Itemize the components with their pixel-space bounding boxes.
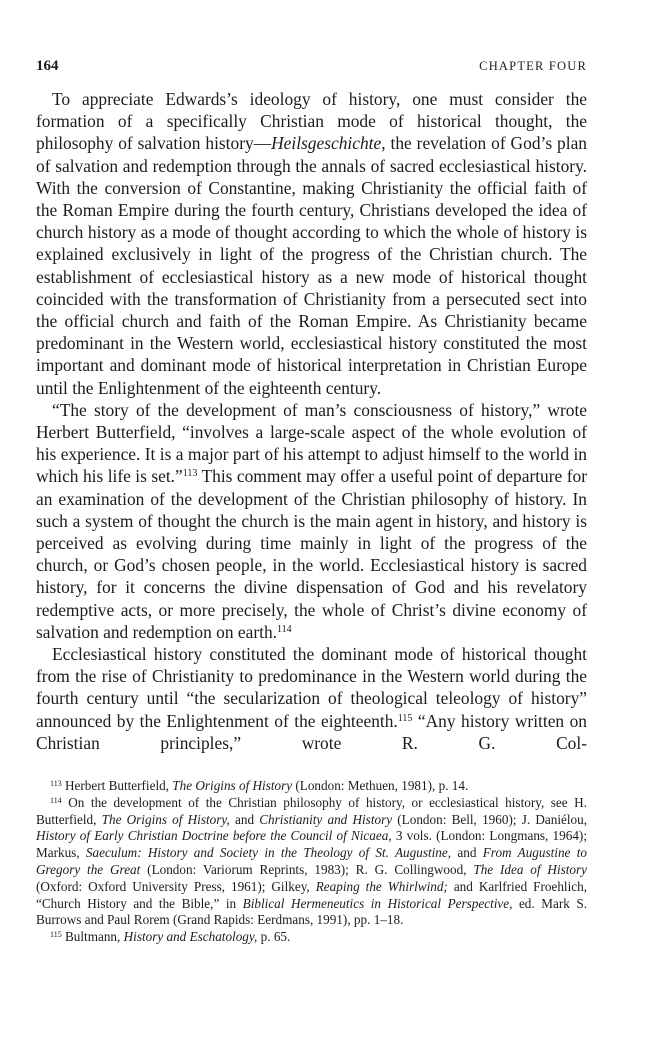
italic-text: Reaping the Whirlwind; xyxy=(315,878,448,894)
italic-text: The Origins of History xyxy=(172,778,293,794)
text-run: Herbert Butterfield, xyxy=(61,778,173,794)
text-run: Bultmann, xyxy=(61,929,124,945)
italic-text: From Augustine to Gregory the Great xyxy=(36,845,587,878)
text-run: 3 vols. (London: Longmans, 1964); Markus, xyxy=(36,828,587,861)
italic-text: Heilsgeschichte xyxy=(271,133,382,154)
running-head xyxy=(36,58,587,78)
note-reference: 114 xyxy=(276,623,292,635)
italic-text: Saeculum: History and Society in the Theology of St. Augustine, xyxy=(85,845,452,861)
footnote xyxy=(36,795,587,929)
italic-text: The Idea of History xyxy=(473,862,587,878)
page-number: 164 xyxy=(36,58,59,74)
text-run: This comment may offer a useful point of departure for an examination of the development of the Christian philosophy of history. In such a system of thought the church is the main agent in history, and history is perceived as evolving during time mainly in light of the progress of the church, or God’s chosen people, in the world. Ecclesiastical history is sacred history, for it concerns the divine dispensation of God and his revelatory redemptive acts, or more precisely, the whole of Christ’s divine economy of salvation and redemption on earth. xyxy=(36,466,587,642)
footnotes xyxy=(36,778,587,946)
italic-text: History of Early Christian Doctrine before the Council of Nicaea, xyxy=(36,828,392,844)
book-page xyxy=(36,58,587,946)
body-text xyxy=(36,88,587,754)
text-run: and xyxy=(451,845,483,861)
chapter-label: CHAPTER FOUR xyxy=(479,59,587,73)
paragraph xyxy=(36,88,587,399)
text-run: To appreciate Edwards’s ideology of history, one must consider the formation of a specifically Christian mode of historical thought, the philosophy of salvation history— xyxy=(36,89,587,154)
text-run: On the development of the Christian philosophy of history, or ecclesiastical history, see H. Butterfield, xyxy=(36,794,587,827)
note-reference: 115 xyxy=(50,930,62,940)
text-run: (London: Variorum Reprints, 1983); R. G. Collingwood, xyxy=(140,862,474,878)
note-reference: 113 xyxy=(50,779,62,789)
italic-text: The Origins of History, xyxy=(101,811,230,827)
note-reference: 115 xyxy=(397,712,413,724)
paragraph xyxy=(36,643,587,754)
paragraph xyxy=(36,399,587,643)
text-run: (London: Methuen, 1981), p. 14. xyxy=(292,778,469,794)
italic-text: Biblical Hermeneutics in Historical Perspective, xyxy=(242,895,513,911)
italic-text: History and Eschatology, xyxy=(123,929,258,945)
text-run: , the revelation of God’s plan of salvation and redemption through the annals of sacred ecclesiastical history. With the conversion of Constantine, making Christianity the official faith of the Roman Empire during the fourth century, Christians developed the idea of church history as a mode of thought according to which the whole of history is explained exclusively in light of the progress of the Christian church. The establishment of ecclesiastical history as a new mode of historical thought coincided with the transformation of Christianity from a persecuted sect into the official church and faith of the Roman Empire. As Christianity became predominant in the Western world, ecclesiastical history constituted the most important and dominant mode of historical interpretation in Christian Europe until the Enlightenment of the eighteenth century. xyxy=(36,133,587,398)
italic-text: Christianity and History xyxy=(259,811,393,827)
text-run: and xyxy=(229,811,260,827)
text-run: (Oxford: Oxford University Press, 1961); Gilkey, xyxy=(36,878,316,894)
text-run: Ecclesiastical history constituted the dominant mode of historical thought from the rise of Christianity to predominance in the Western world during the fourth century until “the secularization of theological teleology of history” announced by the Enlightenment of the eighteenth. xyxy=(36,644,587,731)
footnote xyxy=(36,778,587,795)
text-run: and Karlfried Froehlich, “Church History and the Bible,” in xyxy=(36,878,587,911)
text-run: (London: Bell, 1960); J. Daniélou, xyxy=(392,811,587,827)
note-reference: 113 xyxy=(182,468,198,480)
text-run: “Any history written on Christian principles,” wrote R. G. Col- xyxy=(36,710,587,753)
text-run: “The story of the development of man’s consciousness of history,” wrote Herbert Butterfield, “involves a large-scale aspect of the whole evolution of his experience. It is a major part of his attempt to adjust himself to the world in which his life is set.” xyxy=(36,399,587,487)
text-run: ed. Mark S. Burrows and Paul Rorem (Grand Rapids: Eerdmans, 1991), pp. 1–18. xyxy=(36,895,587,928)
text-run: p. 65. xyxy=(257,929,291,945)
footnote xyxy=(36,929,587,946)
note-reference: 114 xyxy=(50,795,62,805)
